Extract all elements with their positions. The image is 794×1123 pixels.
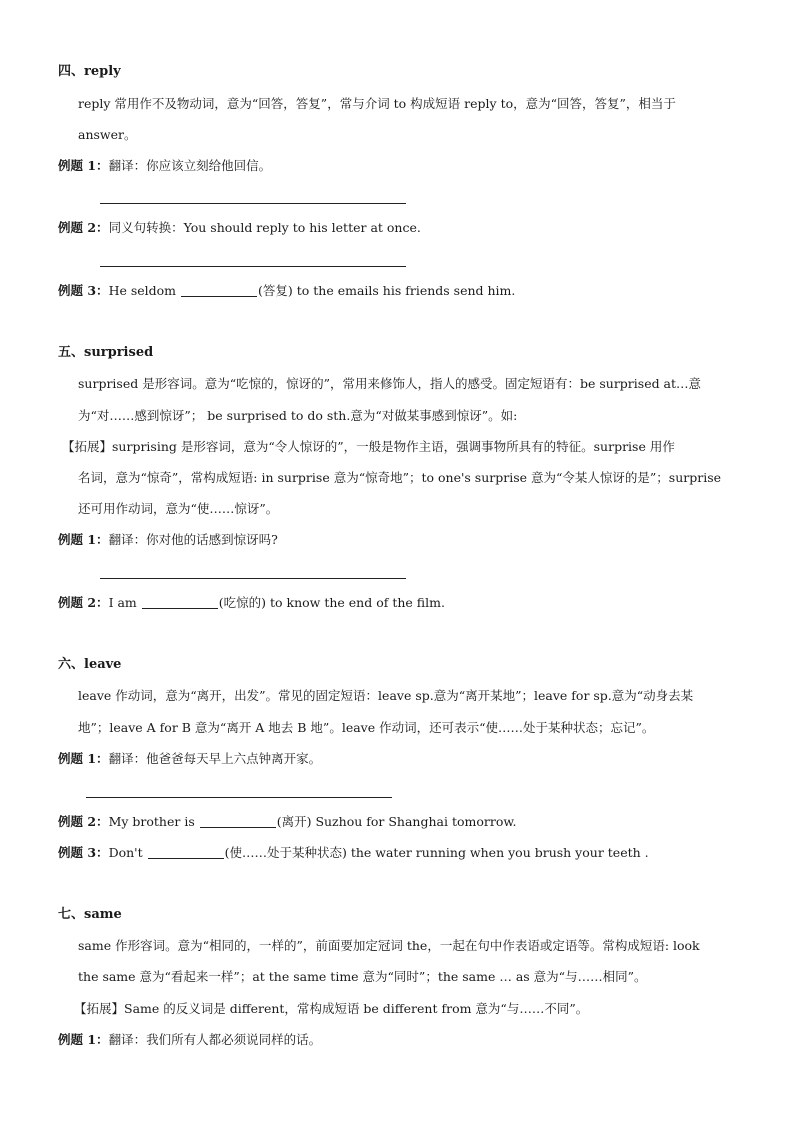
answer-line: [100, 203, 406, 204]
example-text: Don't: [108, 845, 147, 860]
fill-blank: [200, 815, 276, 828]
example-label: 例题 2：: [58, 595, 109, 610]
example-label: 例题 1：: [58, 1032, 109, 1047]
paragraph: the same 意为“看起来一样”；at the same time 意为“同时”；the same … as 意为“与……相同”。: [78, 969, 647, 984]
example-2: [58, 595, 445, 611]
paragraph: leave 作动词，意为“离开，出发”。常见的固定短语：leave sp.意为“离开某地”；leave for sp.意为“动身去某: [78, 688, 694, 703]
example-text: (答复) to the emails his friends send him.: [258, 283, 516, 298]
example-1: [58, 751, 321, 767]
example-label: 例题 3：: [58, 845, 109, 860]
example-3: [58, 845, 649, 861]
example-text: 翻译：你应该立刻给他回信。: [108, 158, 272, 173]
example-text: My brother is: [108, 814, 199, 829]
paragraph: 地”；leave A for B 意为“离开 A 地去 B 地”。leave 作动词，还可表示“使……处于某种状态；忘记”。: [78, 720, 655, 735]
paragraph: 还可用作动词，意为“使……惊讶”。: [78, 501, 279, 516]
section-heading-same: 七、same: [58, 907, 122, 922]
fill-blank: [148, 846, 224, 859]
example-2: [58, 814, 517, 830]
example-text: 翻译：我们所有人都必须说同样的话。: [108, 1032, 322, 1047]
paragraph: answer。: [78, 127, 137, 142]
fill-blank: [181, 284, 257, 297]
section-heading-surprised: 五、surprised: [58, 345, 154, 360]
paragraph: surprised 是形容词。意为“吃惊的，惊讶的”，常用来修饰人，指人的感受。固定短语有：be surprised at…意: [78, 376, 702, 391]
paragraph: 名词，意为“惊奇”，常构成短语: in surprise 意为“惊奇地”；to one's surprise 意为“令某人惊讶的是”；surprise: [78, 470, 722, 485]
paragraph-extension: 【拓展】Same 的反义词是 different，常构成短语 be different from 意为“与……不同”。: [74, 1001, 589, 1016]
paragraph: 为“对……感到惊讶”； be surprised to do sth.意为“对做某事感到惊讶”。如:: [78, 408, 518, 423]
example-text: (吃惊的) to know the end of the film.: [218, 595, 445, 610]
example-1: [58, 532, 278, 548]
answer-line: [86, 797, 392, 798]
answer-line: [100, 578, 406, 579]
example-3: [58, 283, 515, 299]
paragraph-extension: 【拓展】surprising 是形容词，意为“令人惊讶的”，一般是物作主语，强调事物所具有的特征。surprise 用作: [62, 439, 675, 454]
example-text: (使……处于某种状态) the water running when you brush your teeth .: [224, 845, 649, 860]
answer-line: [100, 266, 406, 267]
example-text: He seldom: [108, 283, 180, 298]
example-2: [58, 220, 421, 236]
section-heading-reply: 四、reply: [58, 64, 121, 79]
example-text: 翻译：他爸爸每天早上六点钟离开家。: [108, 751, 322, 766]
example-text: I am: [108, 595, 141, 610]
example-text: (离开) Suzhou for Shanghai tomorrow.: [276, 814, 517, 829]
example-label: 例题 1：: [58, 158, 109, 173]
example-label: 例题 1：: [58, 751, 109, 766]
example-1: [58, 1032, 321, 1048]
section-heading-leave: 六、leave: [58, 657, 122, 672]
example-text: 翻译：你对他的话感到惊讶吗?: [108, 532, 278, 547]
paragraph: same 作形容词。意为“相同的，一样的”，前面要加定冠词 the，一起在句中作表语或定语等。常构成短语: look: [78, 938, 700, 953]
example-label: 例题 1：: [58, 532, 109, 547]
example-text: 同义句转换：You should reply to his letter at once.: [108, 220, 421, 235]
example-label: 例题 3：: [58, 283, 109, 298]
paragraph: reply 常用作不及物动词，意为“回答，答复”，常与介词 to 构成短语 reply to，意为“回答，答复”，相当于: [78, 96, 676, 111]
example-1: [58, 158, 271, 174]
fill-blank: [142, 596, 218, 609]
example-label: 例题 2：: [58, 814, 109, 829]
example-label: 例题 2：: [58, 220, 109, 235]
